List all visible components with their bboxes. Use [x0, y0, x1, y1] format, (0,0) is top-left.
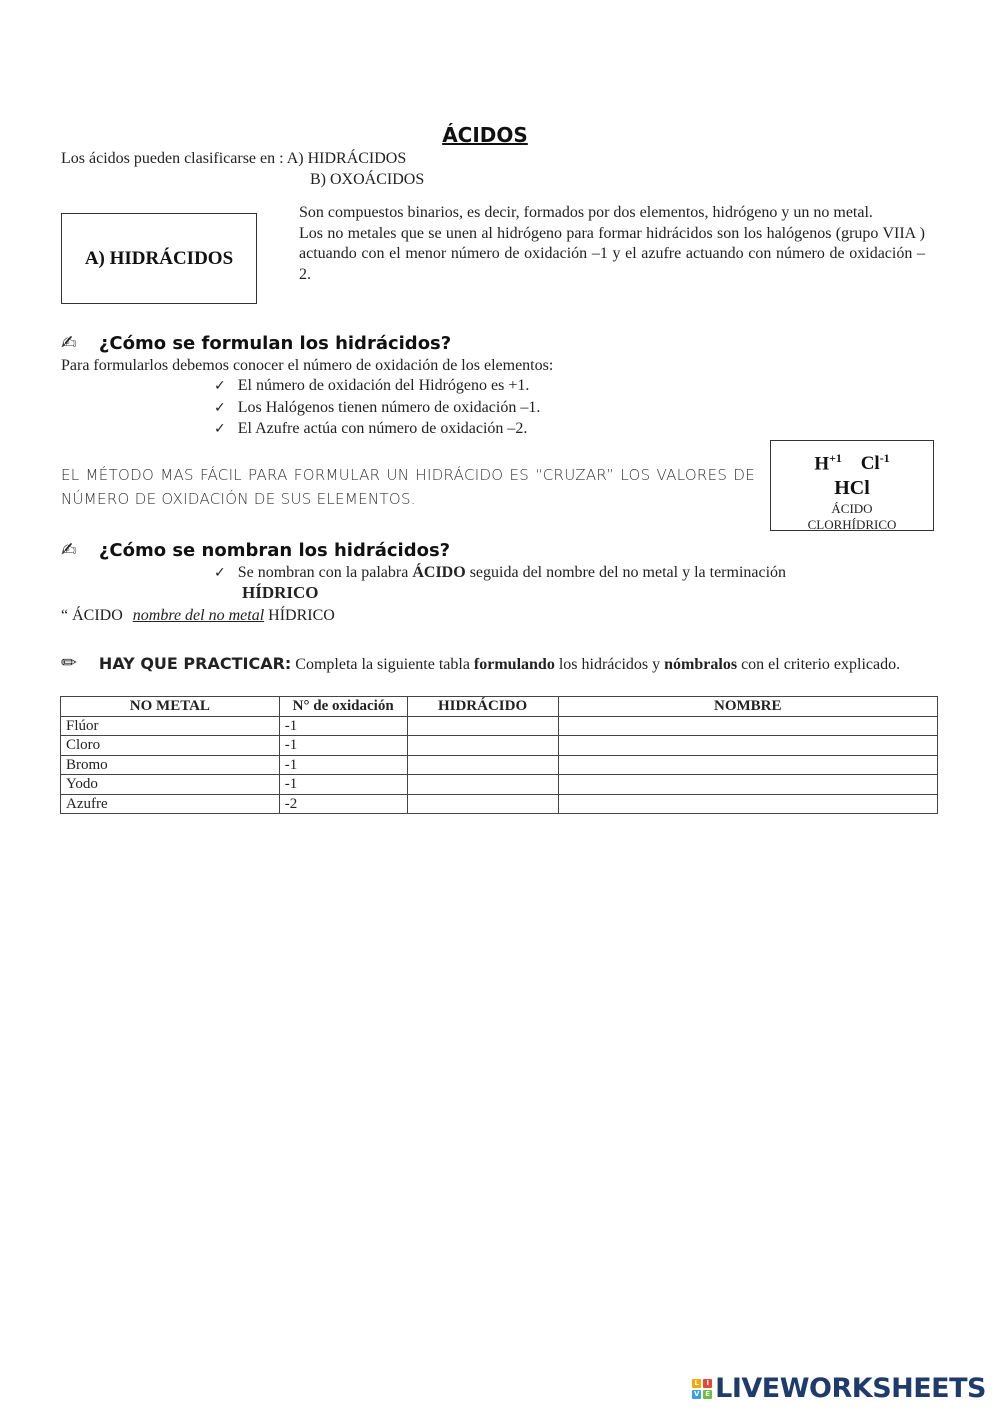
- page-title: ÁCIDOS: [442, 123, 528, 147]
- cell-no-metal: Flúor: [61, 716, 280, 736]
- table-header-row: [61, 697, 938, 717]
- table-row: [61, 794, 938, 814]
- naming-rule: “ ÁCIDO nombre del no metal HÍDRICO: [61, 607, 335, 624]
- cell-oxidation: -1: [279, 755, 407, 775]
- definition-p2: Los no metales que se unen al hidrógeno para formar hidrácidos son los halógenos (grupo VIIA ) actuando con el menor número de oxidación –1 y el azufre actuando con número de oxidación –2.: [299, 224, 925, 283]
- hidracidos-box: [61, 213, 257, 304]
- example-oxidation-states: $H^{+1}$ $Cl^{-1}$: [814, 451, 890, 475]
- cell-hidracido-input[interactable]: [407, 716, 558, 736]
- cell-oxidation: -1: [279, 775, 407, 795]
- liveworksheets-logo: [692, 1373, 986, 1404]
- check-icon: ✓: [214, 421, 226, 437]
- cell-no-metal: Yodo: [61, 775, 280, 795]
- formulate-bullets: [214, 376, 540, 441]
- example-formula: HCl: [834, 477, 870, 500]
- naming-heading-row: [61, 538, 450, 564]
- hidracidos-box-label: A) HIDRÁCIDOS: [84, 247, 234, 269]
- cell-no-metal: Azufre: [61, 794, 280, 814]
- formulate-heading: ¿Cómo se formulan los hidrácidos?: [98, 333, 452, 354]
- header-oxidation: N° de oxidación: [279, 697, 407, 717]
- logo-text: LIVEWORKSHEETS: [715, 1373, 986, 1404]
- example-name-1: ÁCIDO: [831, 501, 873, 517]
- logo-tile-e: E: [703, 1390, 712, 1399]
- logo-icon: [692, 1379, 712, 1399]
- naming-heading: ¿Cómo se nombran los hidrácidos?: [98, 540, 451, 561]
- list-item: ✓ Los Halógenos tienen número de oxidación –1.: [214, 398, 541, 416]
- cell-nombre-input[interactable]: [558, 736, 937, 756]
- cell-oxidation: -2: [279, 794, 407, 814]
- cell-no-metal: Cloro: [61, 736, 280, 756]
- naming-bullet: ✓ Se nombran con la palabra ÁCIDO seguida del nombre del no metal y la terminación: [214, 564, 787, 581]
- intro-line-1: Los ácidos pueden clasificarse en : A) HIDRÁCIDOS: [61, 150, 407, 167]
- formulate-lead: Para formularlos debemos conocer el número de oxidación de los elementos:: [61, 357, 554, 374]
- example-box: [770, 440, 934, 531]
- check-icon: ✓: [214, 399, 226, 416]
- table-row: [61, 736, 938, 756]
- cell-no-metal: Bromo: [61, 755, 280, 775]
- table-row: [61, 755, 938, 775]
- logo-tile-i: I: [703, 1379, 712, 1388]
- pencil-icon: ✏: [61, 652, 77, 674]
- check-icon: ✓: [214, 565, 226, 581]
- cell-hidracido-input[interactable]: [407, 794, 558, 814]
- practice-table: [60, 696, 938, 814]
- practice-instructions: ✏ HAY QUE PRACTICAR: Completa la siguiente tabla formulando los hidrácidos y nómbralos con el criterio explicado.: [61, 652, 901, 674]
- cell-oxidation: -1: [279, 736, 407, 756]
- definition-p1: Son compuestos binarios, es decir, formados por dos elementos, hidrógeno y un no metal.: [299, 204, 873, 221]
- list-item: ✓ El número de oxidación del Hidrógeno es +1.: [214, 377, 530, 394]
- cell-hidracido-input[interactable]: [407, 775, 558, 795]
- check-icon: ✓: [214, 378, 226, 394]
- cell-nombre-input[interactable]: [558, 755, 937, 775]
- header-nombre: NOMBRE: [558, 697, 937, 717]
- example-name-2: CLORHÍDRICO: [807, 517, 897, 531]
- logo-tile-v: V: [693, 1389, 700, 1398]
- definition-text: [299, 203, 925, 285]
- pen-icon: ✍: [61, 539, 77, 561]
- list-item: ✓ El Azufre actúa con número de oxidación –2.: [214, 420, 528, 437]
- formulate-heading-row: [61, 331, 451, 357]
- cell-hidracido-input[interactable]: [407, 755, 558, 775]
- cell-nombre-input[interactable]: [558, 775, 937, 795]
- header-no-metal: NO METAL: [61, 697, 280, 717]
- cell-nombre-input[interactable]: [558, 794, 937, 814]
- table-row: [61, 775, 938, 795]
- cell-nombre-input[interactable]: [558, 716, 937, 736]
- table-row: [61, 716, 938, 736]
- method-text: EL MÉTODO MAS FÁCIL PARA FORMULAR UN HIDRÁCIDO ES “CRUZAR” LOS VALORES DE NÚMERO DE OXIDACIÓN DE SUS ELEMENTOS.: [61, 466, 755, 508]
- logo-tile-l: L: [692, 1379, 701, 1388]
- intro-line-2: B) OXOÁCIDOS: [310, 171, 425, 188]
- cell-hidracido-input[interactable]: [407, 736, 558, 756]
- practice-label: HAY QUE PRACTICAR:: [98, 654, 292, 673]
- naming-bullet-ending: HÍDRICO: [242, 583, 319, 602]
- cell-oxidation: -1: [279, 716, 407, 736]
- header-hidracido: HIDRÁCIDO: [407, 697, 558, 717]
- pen-icon: ✍: [61, 332, 77, 354]
